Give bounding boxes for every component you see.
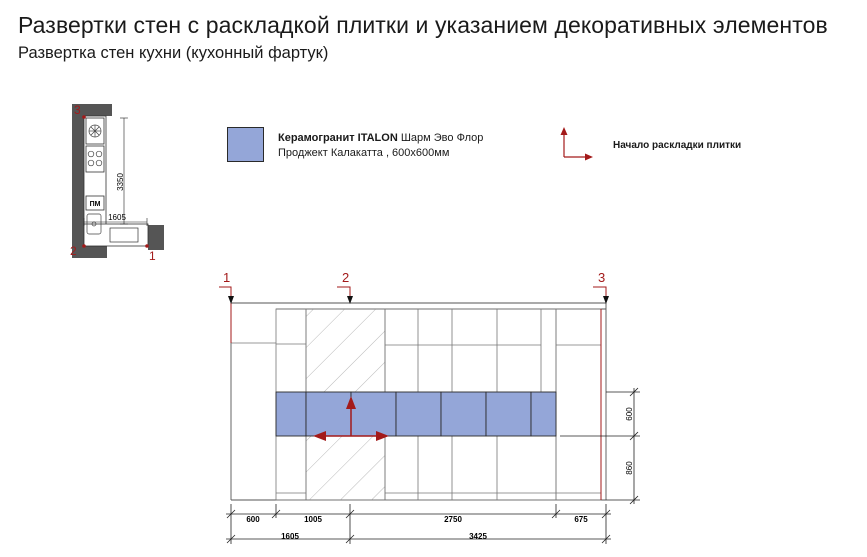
- page-title: Развертки стен с раскладкой плитки и указанием декоративных элементов: [18, 12, 828, 38]
- side-dim-upper: 600: [625, 407, 634, 421]
- dim-600: 600: [246, 515, 260, 524]
- plan-fridge-label: ПМ: [89, 201, 101, 208]
- plan-corner-1: 1: [149, 249, 156, 263]
- dim-3425: 3425: [469, 532, 487, 541]
- plan-corner-3: 3: [74, 103, 81, 117]
- tile: [276, 392, 306, 436]
- start-label: Начало раскладки плитки: [613, 140, 742, 151]
- tile: [396, 392, 441, 436]
- tile: [441, 392, 486, 436]
- plan-dim-horizontal: 1605: [108, 213, 126, 222]
- plan-dim-vertical: 3350: [116, 173, 125, 191]
- legend-material-brand: Керамогранит ITALON: [278, 132, 398, 144]
- tile: [306, 392, 351, 436]
- dim-1605: 1605: [281, 532, 299, 541]
- marker-2: 2: [342, 270, 350, 285]
- tile: [531, 392, 556, 436]
- side-dimensions: [560, 388, 640, 504]
- legend-material-rest: Шарм Эво Флор: [397, 132, 484, 144]
- plan-corner-2: 2: [70, 244, 77, 258]
- tile: [351, 392, 396, 436]
- tile-band: [276, 392, 556, 436]
- tile: [486, 392, 531, 436]
- marker-1: 1: [223, 270, 231, 285]
- marker-3: 3: [598, 270, 606, 285]
- dim-1005: 1005: [304, 515, 322, 524]
- dim-2750: 2750: [444, 515, 462, 524]
- section-markers: [219, 287, 606, 300]
- page-subtitle: Развертка стен кухни (кухонный фартук): [18, 44, 329, 62]
- legend-material-spec: Проджект Калакатта , 600х600мм: [278, 147, 450, 159]
- dim-675: 675: [574, 515, 588, 524]
- side-dim-lower: 860: [625, 461, 634, 475]
